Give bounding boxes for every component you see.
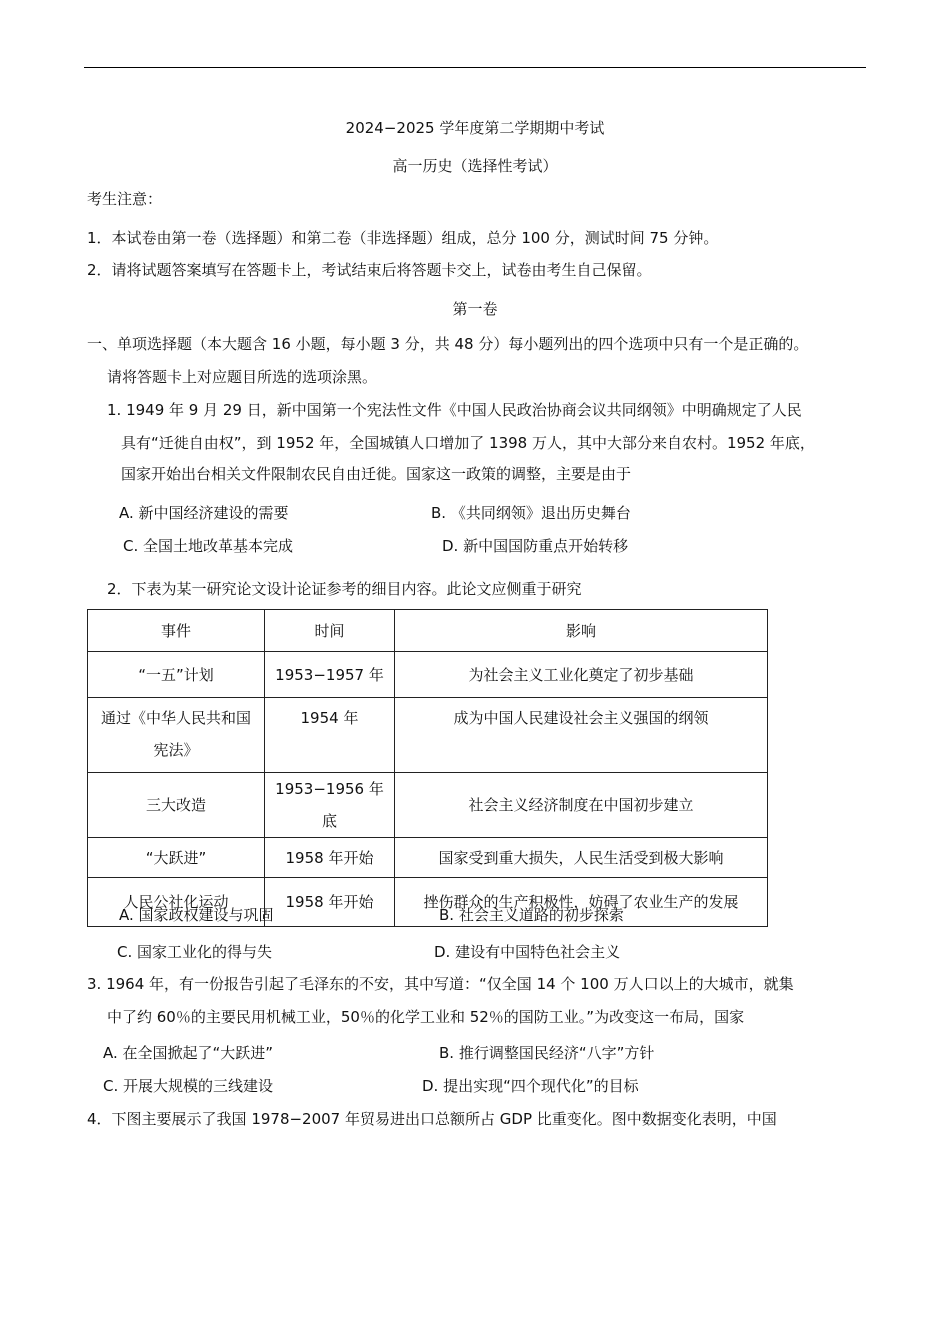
table-row (88, 652, 768, 698)
table-cell-time: 1953−1957 年 (265, 652, 395, 698)
q1-option-c: C. 全国土地改革基本完成 (123, 537, 294, 555)
header-rule (84, 67, 866, 68)
table-cell-impact: 成为中国人民建设社会主义强国的纲领 (395, 698, 768, 773)
q1-stem-line2: 具有“迁徙自由权”，到 1952 年，全国城镇人口增加了 1398 万人，其中大部分来自农村。1952 年底， (121, 434, 815, 452)
q3-stem-line2: 中了约 60％的主要民用机械工业，50％的化学工业和 52％的国防工业。”为改变这一布局，国家 (107, 1008, 745, 1026)
q2-option-a: A. 国家政权建设与巩固 (119, 906, 274, 924)
table-cell-impact: 为社会主义工业化奠定了初步基础 (395, 652, 768, 698)
table-cell-impact: 挫伤群众的生产积极性，妨碍了农业生产的发展 (395, 878, 768, 927)
table-cell-time: 1953−1956 年底 (265, 773, 395, 838)
q4-stem: 4．下图主要展示了我国 1978−2007 年贸易进出口总额所占 GDP 比重变化。图中数据变化表明，中国 (87, 1110, 777, 1128)
table-cell-impact: 社会主义经济制度在中国初步建立 (395, 773, 768, 838)
table-cell-event-line1: 通过《中华人民共和国 (100, 709, 251, 727)
q3-stem-line1: 3. 1964 年，有一份报告引起了毛泽东的不安，其中写道：“仅全国 14 个 100 万人口以上的大城市，就集 (87, 975, 794, 993)
table-row (88, 838, 768, 878)
table-header-event: 事件 (88, 610, 265, 652)
table-row (88, 698, 768, 773)
table-cell-impact: 国家受到重大损失，人民生活受到极大影响 (395, 838, 768, 878)
notice-item-1: 1．本试卷由第一卷（选择题）和第二卷（非选择题）组成，总分 100 分，测试时间 75 分钟。 (87, 229, 719, 247)
table-header-row (88, 610, 768, 652)
exam-subtitle: 高一历史（选择性考试） (392, 157, 558, 175)
q2-option-c: C. 国家工业化的得与失 (117, 943, 273, 961)
table-cell-event: “大跃进” (88, 838, 265, 878)
q2-option-b: B. 社会主义道路的初步探索 (439, 906, 624, 924)
q2-table (87, 609, 768, 927)
q2-option-d: D. 建设有中国特色社会主义 (434, 943, 621, 961)
table-cell-event: 人民公社化运动 (88, 878, 265, 927)
q1-option-b: B. 《共同纲领》退出历史舞台 (431, 504, 631, 522)
table-header-impact: 影响 (395, 610, 768, 652)
q1-stem-line3: 国家开始出台相关文件限制农民自由迁徙。国家这一政策的调整，主要是由于 (121, 465, 632, 483)
section-heading-line1: 一、单项选择题（本大题含 16 小题，每小题 3 分，共 48 分）每小题列出的四个选项中只有一个是正确的。 (87, 335, 809, 353)
table-cell-event (88, 698, 265, 773)
q3-option-d: D. 提出实现“四个现代化”的目标 (422, 1077, 639, 1095)
section-heading-line2: 请将答题卡上对应题目所选的选项涂黑。 (107, 368, 378, 386)
notice-heading: 考生注意： (87, 190, 163, 208)
table-cell-time: 1954 年 (265, 698, 395, 773)
q1-option-d: D. 新中国国防重点开始转移 (442, 537, 629, 555)
table-cell-event: “一五”计划 (88, 652, 265, 698)
exam-title: 2024−2025 学年度第二学期期中考试 (345, 119, 605, 137)
q3-option-b: B. 推行调整国民经济“八字”方针 (439, 1044, 655, 1062)
q2-stem: 2．下表为某一研究论文设计论证参考的细目内容。此论文应侧重于研究 (107, 580, 582, 598)
q1-option-a: A. 新中国经济建设的需要 (119, 504, 289, 522)
volume-title: 第一卷 (452, 300, 498, 318)
table-cell-event: 三大改造 (88, 773, 265, 838)
q3-option-c: C. 开展大规模的三线建设 (103, 1077, 274, 1095)
table-row (88, 773, 768, 838)
table-cell-time: 1958 年开始 (265, 838, 395, 878)
table-header-time: 时间 (265, 610, 395, 652)
q1-stem-line1: 1. 1949 年 9 月 29 日，新中国第一个宪法性文件《中国人民政治协商会议共同纲领》中明确规定了人民 (107, 401, 802, 419)
notice-item-2: 2．请将试题答案填写在答题卡上，考试结束后将答题卡交上，试卷由考生自己保留。 (87, 261, 652, 279)
table-cell-event-line2: 宪法》 (153, 741, 199, 759)
q3-option-a: A. 在全国掀起了“大跃进” (103, 1044, 274, 1062)
table-cell-time: 1958 年开始 (265, 878, 395, 927)
